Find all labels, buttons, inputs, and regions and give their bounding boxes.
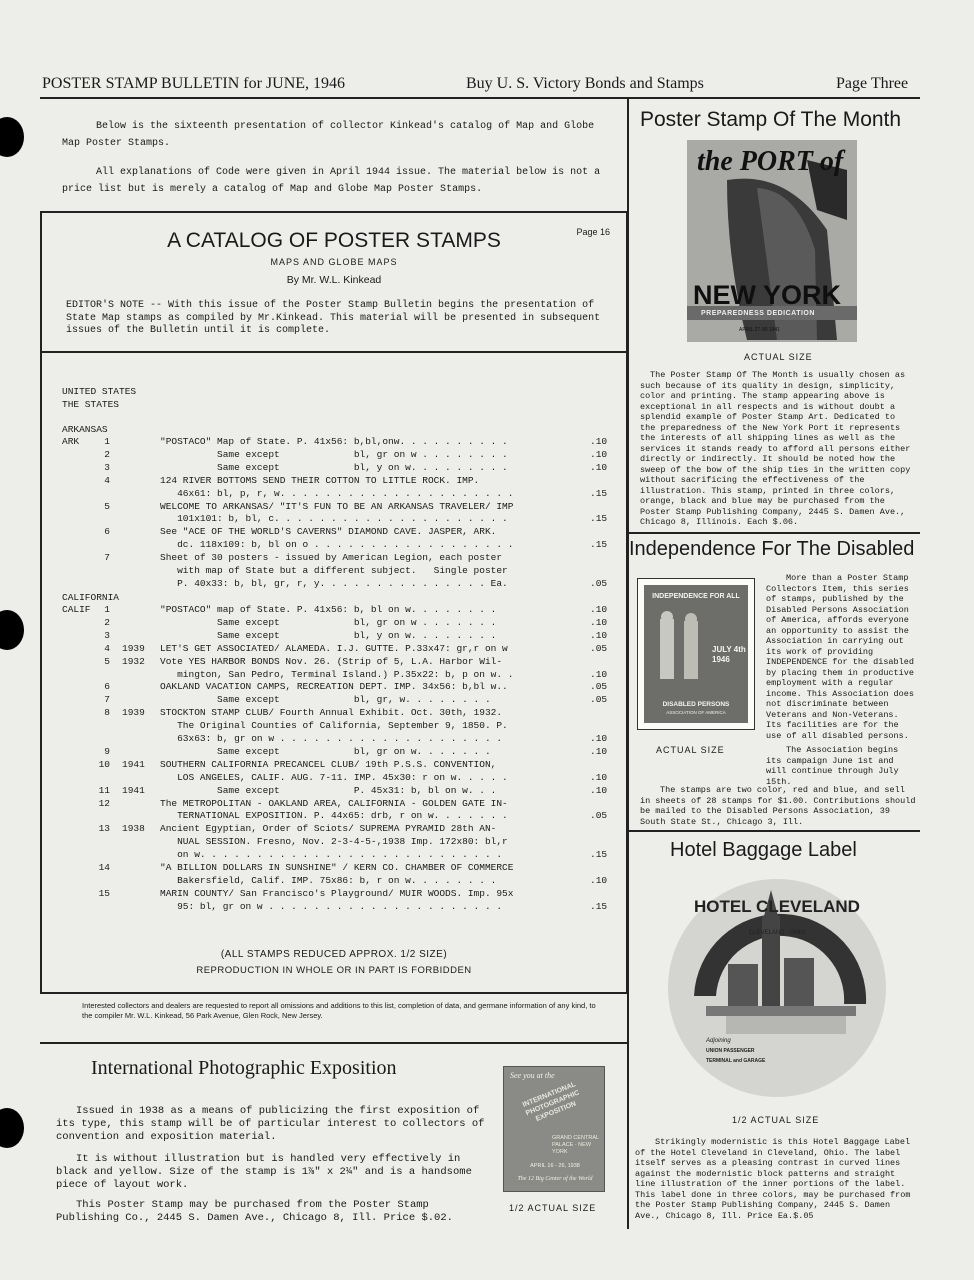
catalog-number: 5 <box>104 500 110 512</box>
label-title: HOTEL CLEVELAND <box>694 897 860 916</box>
stamp-date-text: APRIL 16 - 26, 1938 <box>530 1163 580 1169</box>
catalog-author: By Mr. W.L. Kinkead <box>286 274 382 286</box>
hotel-cleveland-label <box>666 876 888 1100</box>
catalog-description: 46x61: bl, p, r, w. . . . . . . . . . . . . . . . . . . . . <box>160 487 514 499</box>
state-heading-arkansas: ARKANSAS <box>62 424 108 435</box>
catalog-description: LET'S GET ASSOCIATED/ ALAMEDA. I.J. GUTTE. P.33x47: gr,r on w <box>160 642 508 654</box>
catalog-row <box>42 474 642 487</box>
catalog-description: "A BILLION DOLLARS IN SUNSHINE" / KERN CO. CHAMBER OF COMMERCE <box>160 862 514 873</box>
catalog-description: LOS ANGELES, CALIF. AUG. 7-11. IMP. 45x30: r on w. . . . . <box>160 771 508 783</box>
catalog-row <box>42 500 642 513</box>
stamp-headline: the PORT of <box>697 146 844 177</box>
disabled-title: Independence For The Disabled <box>629 538 915 560</box>
catalog-row <box>42 784 642 797</box>
catalog-number: 13 <box>98 823 110 835</box>
catalog-description: SOUTHERN CALIFORNIA PRECANCEL CLUB/ 19th P.S.S. CONVENTION, <box>160 758 497 770</box>
exposition-caption: 1/2 ACTUAL SIZE <box>509 1203 597 1213</box>
label-adjoining: Adjoining <box>706 1038 731 1044</box>
catalog-row <box>42 835 642 848</box>
catalog-row <box>42 797 642 810</box>
stamp-mid-text: INTERNATIONAL PHOTOGRAPHIC EXPOSITION <box>521 1081 581 1123</box>
catalog-description: WELCOME TO ARKANSAS/ "IT'S FUN TO BE AN ARKANSAS TRAVELER/ IMP <box>160 500 514 512</box>
catalog-description: 101x101: b, bl, c. . . . . . . . . . . . . . . . . . . . . <box>160 513 508 525</box>
independence-stamp <box>637 578 755 730</box>
catalog-description: Same except bl, gr on w. . . . . . . <box>160 745 491 757</box>
catalog-number: 6 <box>104 681 110 693</box>
catalog-number: 7 <box>104 694 110 706</box>
stamp-banner: INDEPENDENCE FOR ALL <box>652 593 740 600</box>
catalog-description: TERNATIONAL EXPOSITION. P. 44x65: drb, r on w. . . . . . . <box>160 810 508 822</box>
intro-paragraph: Below is the sixteenth presentation of collector Kinkead's catalog of Map and Globe Map Poster Stamps. <box>62 121 595 149</box>
catalog-price: .10 <box>590 436 608 447</box>
catalog-description: dc. 118x109: b, bl on o . . . . . . . . . . . . . . . . . . <box>160 539 514 551</box>
catalog-description: Same except bl, gr, w. . . . . . . . <box>160 694 491 706</box>
catalog-number: 11 <box>98 784 110 796</box>
punch-hole <box>0 610 24 650</box>
catalog-description: Same except bl, y on w. . . . . . . . <box>160 629 497 641</box>
stamp-of-month-caption: ACTUAL SIZE <box>744 352 813 362</box>
catalog-price: .10 <box>590 668 608 680</box>
punch-hole <box>0 117 24 157</box>
disabled-text: More than a Poster Stamp Collectors Item, this series of stamps, published by the Disabled Persons Association of America, affords everyone an opportunity to assist the Association in carrying out its work of providing INDEPENDENCE for the disabled by placing them in productive employment with a regular income. This Association does not discriminate between Veterans and Non-Veterans. Its facilities are for the use of all disabled persons. <box>766 573 914 741</box>
stamp-bottom-text: The 12 Big Center of the World <box>517 1176 593 1182</box>
catalog-row <box>42 771 642 784</box>
catalog-box <box>40 211 628 994</box>
stamp-venue-text: GRAND CENTRAL PALACE · NEW YORK <box>552 1135 599 1155</box>
catalog-number: 3 <box>104 461 110 473</box>
catalog-description: OAKLAND VACATION CAMPS, RECREATION DEPT. IMP. 34x56: b,bl w.. <box>160 681 508 693</box>
catalog-description: "POSTACO" Map of State. P. 41x56: b,bl,onw. . . . . . . . . . <box>160 436 508 447</box>
catalog-description: MARIN COUNTY/ San Francisco's Playground/ MUIR WOODS. Imp. 95x <box>160 887 514 899</box>
catalog-page-label: Page 16 <box>576 227 610 237</box>
catalog-price: .05 <box>590 577 608 589</box>
catalog-row <box>42 603 642 616</box>
catalog-price: .10 <box>590 629 608 641</box>
catalog-row <box>42 693 642 706</box>
catalog-number: 10 <box>98 758 110 770</box>
hotel-title: Hotel Baggage Label <box>670 839 857 861</box>
catalog-description: 95: bl, gr on w . . . . . . . . . . . . . . . . . . . . . <box>160 900 503 912</box>
stamp-of-month-title: Poster Stamp Of The Month <box>640 108 902 131</box>
catalog-row <box>42 448 642 461</box>
catalog-description: with map of State but a different subject. Single poster <box>160 565 508 576</box>
catalog-price: .10 <box>590 448 608 460</box>
catalog-row <box>42 512 642 525</box>
catalog-number: 14 <box>98 862 110 873</box>
catalog-row <box>42 719 642 732</box>
catalog-row <box>42 900 642 913</box>
reduction-note: (ALL STAMPS REDUCED APPROX. 1/2 SIZE) <box>220 949 448 960</box>
hotel-caption: 1/2 ACTUAL SIZE <box>732 1115 820 1125</box>
catalog-price: .10 <box>590 604 608 615</box>
catalog-row <box>42 706 642 719</box>
catalog-row <box>42 745 642 758</box>
catalog-description: STOCKTON STAMP CLUB/ Fourth Annual Exhibit. Oct. 30th, 1932. <box>160 707 503 719</box>
catalog-price: .10 <box>590 874 608 886</box>
label-sub: CLEVELAND · OHIO <box>748 930 806 936</box>
catalog-price: .15 <box>590 513 608 525</box>
catalog-row <box>42 577 642 590</box>
catalog-row <box>42 564 642 577</box>
catalog-price: .15 <box>590 849 608 861</box>
catalog-row <box>42 551 642 564</box>
catalog-row <box>42 732 642 745</box>
label-union: UNION PASSENGER <box>706 1048 755 1054</box>
catalog-description: NUAL SESSION. Fresno, Nov. 2-3-4-5-,1938 Imp. 172x80: bl,r <box>160 836 508 848</box>
catalog-price: .10 <box>590 733 608 744</box>
catalog-year: 1939 <box>122 642 145 654</box>
catalog-number: 4 <box>104 642 110 654</box>
catalog-row <box>42 629 642 642</box>
catalog-number: 12 <box>98 797 110 809</box>
catalog-row <box>42 655 642 668</box>
catalog-price: .15 <box>590 487 608 499</box>
catalog-code: ARK <box>62 436 80 447</box>
catalog-number: 3 <box>104 629 110 641</box>
catalog-year: 1938 <box>122 823 145 835</box>
catalog-row <box>42 680 642 693</box>
catalog-number: 1 <box>104 436 110 447</box>
catalog-price: .15 <box>590 539 608 551</box>
hotel-text: Strikingly modernistic is this Hotel Baggage Label of the Hotel Cleveland in Cleveland, Ohio. The label itself serves as a pleasing contrast in curved lines against the modernistic block patterns and straight line illustration of the inner portions of the label. This label done in three colors, may be purchased from the Poster Stamp Publishing Company, 2445 S. Damen Ave., Chicago 8, Ill. Price Ea.$.05 <box>635 1137 911 1221</box>
catalog-number: 9 <box>104 745 110 757</box>
catalog-number: 1 <box>104 604 110 615</box>
catalog-row <box>42 758 642 771</box>
disabled-text: The stamps are two color, red and blue, and sell in sheets of 28 stamps for $1.00. Contributions should be mailed to the Disabled Persons Association, 39 South State St., Chicago 3, Ill. <box>640 785 916 827</box>
sidebar-rule <box>627 532 920 534</box>
catalog-description: Sheet of 30 posters - issued by American Legion, each poster <box>160 552 503 564</box>
exposition-stamp <box>503 1066 605 1192</box>
catalog-price: .10 <box>590 745 608 757</box>
editor-note: EDITOR'S NOTE -- With this issue of the Poster Stamp Bulletin begins the presentation of State Map stamps as compiled by Mr.Kinkead. This material will be presented in subsequent issues of the Bulletin until it is complete. <box>66 300 601 336</box>
catalog-number: 8 <box>104 707 110 719</box>
state-heading-california: CALIFORNIA <box>62 592 120 603</box>
catalog-description: P. 40x33: b, bl, gr, r, y. . . . . . . . . . . . . . . Ea. <box>160 577 508 589</box>
catalog-description: Bakersfield, Calif. IMP. 75x86: b, r on w. . . . . . . . <box>160 874 497 886</box>
catalog-row <box>42 487 642 500</box>
catalog-description: Vote YES HARBOR BONDS Nov. 26. (Strip of 5, L.A. Harbor Wil- <box>160 655 503 667</box>
catalog-description: Same except bl, gr on w . . . . . . . . <box>160 448 508 460</box>
stamp-org-title: DISABLED PERSONS <box>662 701 730 708</box>
punch-hole <box>0 1108 24 1148</box>
catalog-description: See "ACE OF THE WORLD'S CAVERNS" DIAMOND CAVE. JASPER, ARK. <box>160 526 497 538</box>
exposition-paragraph: It is without illustration but is handled very effectively in black and yellow. Size of the stamp is 1⅞" x 2¼" and is a handsome piece of layout work. <box>56 1153 472 1191</box>
catalog-row <box>42 461 642 474</box>
catalog-number: 6 <box>104 526 110 538</box>
catalog-description: Same except bl, y on w. . . . . . . . . <box>160 461 508 473</box>
catalog-year: 1939 <box>122 707 145 719</box>
catalog-code: CALIF <box>62 604 91 615</box>
label-terminal: TERMINAL and GARAGE <box>706 1058 766 1064</box>
section-heading: UNITED STATES <box>62 386 137 397</box>
stamp-date: JULY 4th 1946 <box>712 645 746 664</box>
stamp-band: PREPAREDNESS DEDICATION <box>701 310 815 317</box>
exposition-paragraph: Issued in 1938 as a means of publicizing the first exposition of its type, this stamp will be of particular interest to collectors of convention and exposition material. <box>56 1105 485 1143</box>
exposition-paragraph: This Poster Stamp may be purchased from the Poster Stamp Publishing Co., 2445 S. Damen Ave., Chicago 8, Ill. Price $.02. <box>56 1199 453 1224</box>
catalog-price: .05 <box>590 810 608 822</box>
catalog-description: "POSTACO" map of State. P. 41x56: b, bl on w. . . . . . . . <box>160 604 497 615</box>
disabled-caption: ACTUAL SIZE <box>656 745 725 755</box>
compiler-note: Interested collectors and dealers are requested to report all omissions and additions to this list, completion of data, and germane information of any kind, to the compiler Mr. W.L. Kinkead, 56 Park Avenue, Glen Rock, New Jersey. <box>82 1001 596 1020</box>
catalog-row <box>42 861 642 874</box>
stamp-date: APRIL 27-30 1941 <box>739 327 780 333</box>
catalog-row <box>42 538 642 551</box>
port-of-new-york-stamp <box>687 140 857 342</box>
header-rule <box>40 97 920 99</box>
section-rule <box>40 1042 628 1044</box>
catalog-description: Same except P. 45x31: b, bl on w. . . <box>160 784 497 796</box>
catalog-row <box>42 822 642 835</box>
catalog-row <box>42 525 642 538</box>
catalog-price: .10 <box>590 616 608 628</box>
catalog-description: 124 RIVER BOTTOMS SEND THEIR COTTON TO LITTLE ROCK. IMP. <box>160 474 480 486</box>
catalog-description: on w. . . . . . . . . . . . . . . . . . . . . . . . . . . <box>160 849 503 861</box>
catalog-number: 4 <box>104 474 110 486</box>
catalog-number: 7 <box>104 552 110 564</box>
catalog-row <box>42 668 642 681</box>
catalog-price: .05 <box>590 694 608 706</box>
catalog-price: .05 <box>590 681 608 693</box>
catalog-number: 2 <box>104 616 110 628</box>
bulletin-title: POSTER STAMP BULLETIN for JUNE, 1946 <box>42 75 346 92</box>
catalog-year: 1941 <box>122 784 145 796</box>
copyright-note: REPRODUCTION IN WHOLE OR IN PART IS FORBIDDEN <box>196 965 472 976</box>
catalog-row <box>42 642 642 655</box>
catalog-description: The Original Counties of California, September 9, 1850. P. <box>160 720 508 732</box>
disabled-text: The Association begins its campaign June 1st and will continue through July 15th. <box>766 745 899 787</box>
catalog-number: 15 <box>98 887 110 899</box>
stamp-of-month-text: The Poster Stamp Of The Month is usually chosen as such because of its quality in design, simplicity, color and printing. The stamp appearing above is exceptional in all respects and is without doubt a splendid example of Poster Stamp Art. Dedicated to the preparedness of the New York Port it represents the interests of all shipping lines as well as the services it stands ready to afford all persons either directly or indirectly. It should be noted how the sweep of the bow of the ship ties in the written copy without sacrificing the effectiveness of the illustration. This stamp, printed in three colors, orange, black and blue may be purchased from the Poster Stamp Publishing Company, 2445 S. Damen Ave., Chicago 8, Illinois. Each $.06. <box>640 370 911 527</box>
catalog-description: 63x63: b, gr on w . . . . . . . . . . . . . . . . . . . . <box>160 733 503 744</box>
catalog-price: .15 <box>590 900 608 912</box>
catalog-price: .05 <box>590 642 608 654</box>
intro-paragraph: All explanations of Code were given in April 1944 issue. The material below is not a price list but is merely a catalog of Map and Globe Map Poster Stamps. <box>62 167 601 195</box>
catalog-description: The METROPOLITAN - OAKLAND AREA, CALIFORNIA - GOLDEN GATE IN- <box>160 797 508 809</box>
catalog-description: mington, San Pedro, Terminal Island.) P.35x22: b, p on w. . <box>160 668 514 680</box>
stamp-top-text: See you at the <box>510 1071 555 1080</box>
catalog-year: 1941 <box>122 758 145 770</box>
catalog-subtitle: MAPS AND GLOBE MAPS <box>270 257 398 267</box>
sidebar-rule <box>627 830 920 832</box>
catalog-description: Same except bl, gr on w . . . . . . . <box>160 616 497 628</box>
catalog-title: A CATALOG OF POSTER STAMPS <box>167 229 501 252</box>
exposition-title: International Photographic Exposition <box>91 1057 397 1079</box>
stamp-org-sub: ASSOCIATION OF AMERICA <box>666 710 726 715</box>
victory-bonds-slogan: Buy U. S. Victory Bonds and Stamps <box>466 75 704 92</box>
catalog-row <box>42 616 642 629</box>
catalog-price: .10 <box>590 461 608 473</box>
catalog-list <box>42 213 626 933</box>
soldiers-illustration <box>652 609 712 689</box>
catalog-row <box>42 435 642 448</box>
catalog-row <box>42 887 642 900</box>
catalog-row <box>42 874 642 887</box>
catalog-price: .10 <box>590 784 608 796</box>
catalog-number: 5 <box>104 655 110 667</box>
catalog-row <box>42 848 642 861</box>
stamp-headline-city: NEW YORK <box>693 280 842 310</box>
catalog-row <box>42 809 642 822</box>
catalog-price: .10 <box>590 771 608 783</box>
page-number: Page Three <box>836 75 909 92</box>
catalog-year: 1932 <box>122 655 145 667</box>
catalog-number: 2 <box>104 448 110 460</box>
catalog-description: Ancient Egyptian, Order of Sciots/ SUPREMA PYRAMID 28th AN- <box>160 823 497 835</box>
section-heading: THE STATES <box>62 399 120 410</box>
